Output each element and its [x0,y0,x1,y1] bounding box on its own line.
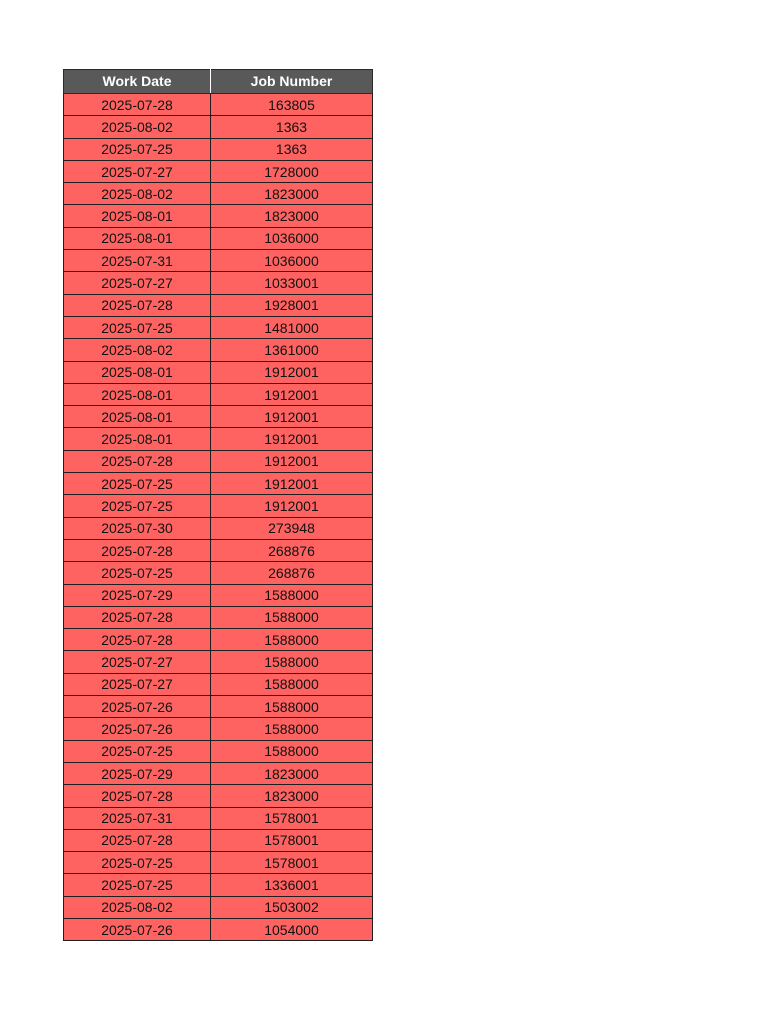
job-number-cell: 1588000 [211,606,373,628]
table-row [64,183,373,205]
job-number-cell: 1588000 [211,673,373,695]
header-row [64,70,373,94]
job-number-cell: 1912001 [211,361,373,383]
header-job-number: Job Number [211,70,373,94]
work-date-cell: 2025-08-01 [64,383,211,405]
job-number-cell: 1363 [211,138,373,160]
work-date-cell: 2025-07-29 [64,762,211,784]
table-row [64,138,373,160]
table-row [64,896,373,918]
work-date-cell: 2025-07-25 [64,562,211,584]
header-work-date: Work Date [64,70,211,94]
table-row [64,428,373,450]
work-date-cell: 2025-07-28 [64,294,211,316]
job-number-cell: 1912001 [211,495,373,517]
work-date-cell: 2025-07-31 [64,250,211,272]
table-row [64,606,373,628]
job-number-cell: 268876 [211,562,373,584]
work-date-cell: 2025-07-25 [64,874,211,896]
table-row [64,250,373,272]
table-row [64,94,373,116]
work-date-cell: 2025-07-28 [64,629,211,651]
work-date-cell: 2025-07-26 [64,696,211,718]
table-row [64,807,373,829]
table-row [64,562,373,584]
job-number-cell: 1823000 [211,205,373,227]
job-number-cell: 1588000 [211,651,373,673]
table-body [64,94,373,941]
work-date-cell: 2025-07-26 [64,718,211,740]
table-row [64,383,373,405]
table-row [64,205,373,227]
work-date-job-table [63,69,373,941]
table-row [64,584,373,606]
work-date-cell: 2025-08-01 [64,227,211,249]
work-date-cell: 2025-07-28 [64,539,211,561]
work-date-cell: 2025-07-27 [64,272,211,294]
work-date-cell: 2025-07-29 [64,584,211,606]
table-row [64,874,373,896]
job-number-cell: 1588000 [211,584,373,606]
table-row [64,651,373,673]
job-number-cell: 1036000 [211,250,373,272]
job-number-cell: 1503002 [211,896,373,918]
job-number-cell: 1033001 [211,272,373,294]
job-number-cell: 1578001 [211,807,373,829]
work-date-cell: 2025-07-28 [64,829,211,851]
job-number-cell: 1823000 [211,762,373,784]
table-row [64,918,373,940]
table-row [64,116,373,138]
job-number-cell: 1588000 [211,740,373,762]
job-number-cell: 1823000 [211,183,373,205]
table-row [64,829,373,851]
work-date-cell: 2025-07-28 [64,450,211,472]
job-number-cell: 1361000 [211,339,373,361]
table-row [64,406,373,428]
table-row [64,361,373,383]
job-number-cell: 163805 [211,94,373,116]
work-date-cell: 2025-08-01 [64,428,211,450]
work-date-cell: 2025-07-27 [64,673,211,695]
work-date-cell: 2025-07-25 [64,740,211,762]
job-number-cell: 273948 [211,517,373,539]
work-date-cell: 2025-08-01 [64,361,211,383]
job-number-cell: 1036000 [211,227,373,249]
job-number-cell: 1481000 [211,316,373,338]
table-row [64,473,373,495]
job-number-cell: 1912001 [211,473,373,495]
table-row [64,316,373,338]
table-row [64,495,373,517]
table-row [64,227,373,249]
table-row [64,852,373,874]
work-date-cell: 2025-07-28 [64,785,211,807]
work-date-cell: 2025-07-30 [64,517,211,539]
job-number-cell: 1823000 [211,785,373,807]
spreadsheet-page [63,69,373,941]
work-date-cell: 2025-07-25 [64,316,211,338]
job-number-cell: 1578001 [211,829,373,851]
job-number-cell: 1363 [211,116,373,138]
job-number-cell: 1912001 [211,406,373,428]
work-date-cell: 2025-07-27 [64,160,211,182]
table-row [64,272,373,294]
job-number-cell: 1912001 [211,450,373,472]
table-row [64,294,373,316]
job-number-cell: 1728000 [211,160,373,182]
job-number-cell: 1588000 [211,718,373,740]
table-row [64,160,373,182]
job-number-cell: 268876 [211,539,373,561]
work-date-cell: 2025-07-26 [64,918,211,940]
table-row [64,539,373,561]
job-number-cell: 1054000 [211,918,373,940]
job-number-cell: 1336001 [211,874,373,896]
work-date-cell: 2025-07-28 [64,94,211,116]
work-date-cell: 2025-08-02 [64,116,211,138]
job-number-cell: 1912001 [211,428,373,450]
job-number-cell: 1928001 [211,294,373,316]
table-row [64,629,373,651]
work-date-cell: 2025-07-31 [64,807,211,829]
job-number-cell: 1912001 [211,383,373,405]
job-number-cell: 1588000 [211,696,373,718]
work-date-cell: 2025-07-27 [64,651,211,673]
work-date-cell: 2025-08-01 [64,205,211,227]
work-date-cell: 2025-07-25 [64,138,211,160]
work-date-cell: 2025-07-25 [64,473,211,495]
job-number-cell: 1578001 [211,852,373,874]
work-date-cell: 2025-07-25 [64,852,211,874]
work-date-cell: 2025-08-01 [64,406,211,428]
table-row [64,450,373,472]
table-row [64,673,373,695]
table-row [64,785,373,807]
work-date-cell: 2025-07-25 [64,495,211,517]
work-date-cell: 2025-08-02 [64,339,211,361]
table-row [64,339,373,361]
work-date-cell: 2025-08-02 [64,183,211,205]
table-row [64,696,373,718]
table-row [64,762,373,784]
work-date-cell: 2025-07-28 [64,606,211,628]
table-row [64,517,373,539]
work-date-cell: 2025-08-02 [64,896,211,918]
table-row [64,718,373,740]
job-number-cell: 1588000 [211,629,373,651]
table-row [64,740,373,762]
